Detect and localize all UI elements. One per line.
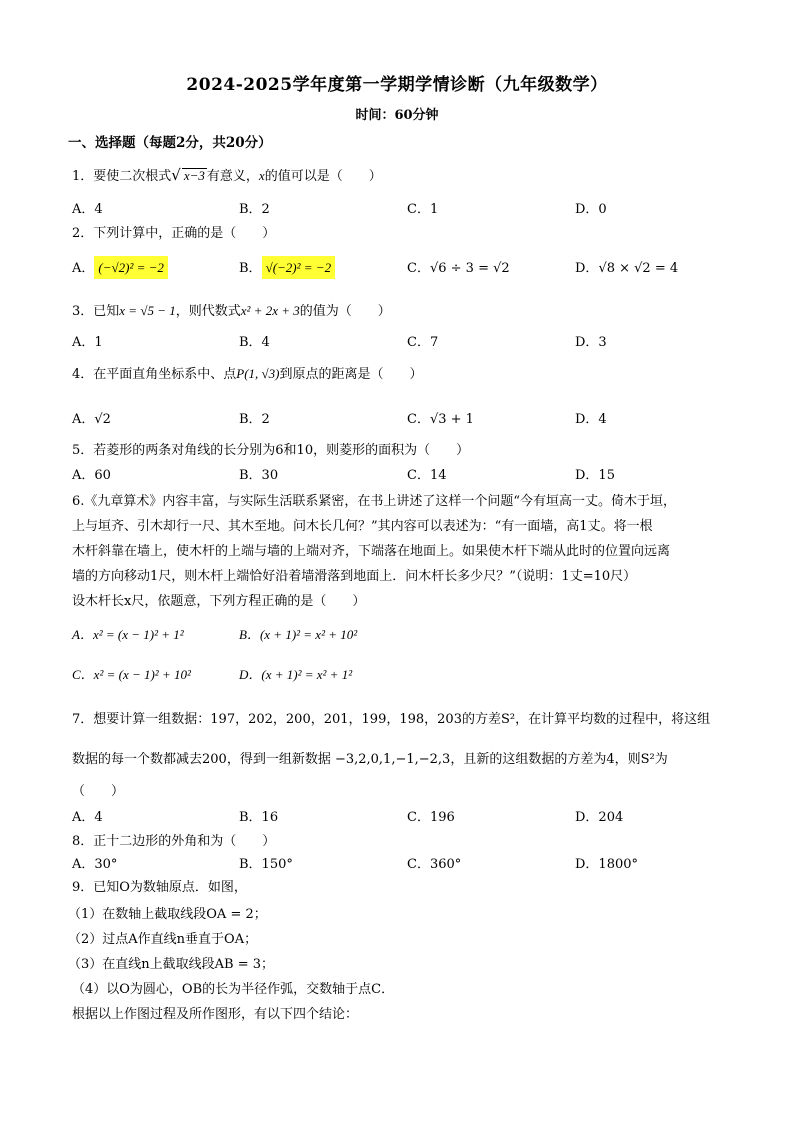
question-6-line-3: 木杆斜靠在墙上，使木杆的上端与墙的上端对齐，下端落在地面上。如果使木杆下端从此时的位置向远离 [72, 544, 671, 559]
exam-time: 时间：60分钟 [355, 108, 439, 123]
exam-title: 2024-2025学年度第一学期学情诊断（九年级数学） [186, 75, 608, 95]
question-7-line-2: 数据的每一个数都减去200，得到一组新数据 −3,2,0,1,−1,−2,3，且新的这组数据的方差为4，则S²为 [72, 752, 668, 767]
q1-option-d: D．0 [575, 202, 607, 217]
question-6-line-1: 6.《九章算术》内容丰富，与实际生活联系紧密，在书上讲述了这样一个问题“今有垣高一丈。倚木于垣， [72, 494, 677, 509]
question-7-line-3: （ ） [72, 784, 125, 799]
q7-option-a: A．4 [72, 810, 103, 825]
question-5-stem: 5．若菱形的两条对角线的长分别为6和10，则菱形的面积为（ ） [72, 443, 470, 458]
question-9-conclusion-intro: 根据以上作图过程及所作图形，有以下四个结论： [72, 1007, 359, 1022]
q5-option-d: D．15 [575, 468, 615, 483]
q3-option-a: A．1 [72, 335, 103, 350]
question-9-step-1: （1）在数轴上截取线段OA = 2； [68, 907, 267, 922]
q5-option-a: A．60 [72, 468, 111, 483]
q7-option-d: D．204 [575, 810, 624, 825]
q1-option-b: B．2 [239, 202, 270, 217]
q1-option-c: C．1 [407, 202, 439, 217]
q2-option-a: A． (−√2)² = −2 [72, 257, 168, 276]
q8-option-d: D．1800° [575, 857, 639, 872]
q6-option-d: D．(x + 1)² = x² + 1² [239, 667, 353, 682]
q3-option-d: D．3 [575, 335, 607, 350]
q5-option-c: C．14 [407, 468, 447, 483]
question-9-step-3: （3）在直线n上截取线段AB = 3； [68, 957, 275, 972]
question-3-stem: 3．已知x = √5 − 1，则代数式x² + 2x + 3的值为（ ） [72, 303, 391, 319]
question-8-stem: 8．正十二边形的外角和为（ ） [72, 834, 276, 849]
q8-option-a: A．30° [72, 857, 118, 872]
q2-option-c: C．√6 ÷ 3 = √2 [407, 261, 510, 276]
q6-option-c: C．x² = (x − 1)² + 10² [72, 667, 191, 682]
q6-option-b: B．(x + 1)² = x² + 10² [239, 627, 358, 642]
q8-option-c: C．360° [407, 857, 462, 872]
q8-option-b: B．150° [239, 857, 293, 872]
question-9-line-1: 9．已知O为数轴原点．如图， [72, 880, 247, 895]
q3-option-c: C．7 [407, 335, 439, 350]
question-2-stem: 2．下列计算中，正确的是（ ） [72, 226, 276, 241]
q1-option-a: A．4 [72, 202, 103, 217]
q2-option-b-formula: √(−2)² = −2 [262, 256, 336, 279]
q2-option-d: D．√8 × √2 = 4 [575, 261, 679, 276]
q3-option-b: B．4 [239, 335, 270, 350]
question-6-line-2: 上与垣齐、引木却行一尺、其木至地。问木长几何？”其内容可以表述为：“有一面墙，高1丈。将一根 [72, 519, 653, 534]
question-6-line-5: 设木杆长x尺，依题意，下列方程正确的是（ ） [72, 594, 366, 609]
q4-option-c: C．√3 + 1 [407, 412, 474, 427]
section-heading: 一、选择题（每题2分，共20分） [68, 135, 272, 151]
question-6-line-4: 墙的方向移动1尺，则木杆上端恰好沿着墙滑落到地面上．问木杆长多少尺？”（说明：1丈=10尺） [72, 569, 637, 584]
question-1-stem: 1．要使二次根式√ x−3 有意义，x的值可以是（ ） [72, 166, 382, 184]
q2-option-b: B． √(−2)² = −2 [239, 257, 335, 276]
q2-option-a-formula: (−√2)² = −2 [94, 256, 168, 279]
q7-option-b: B．16 [239, 810, 279, 825]
q4-option-a: A．√2 [72, 412, 111, 427]
q6-option-a: A．x² = (x − 1)² + 1² [72, 627, 184, 642]
q4-option-d: D．4 [575, 412, 607, 427]
question-7-line-1: 7．想要计算一组数据：197，202，200，201，199，198，203的方差S²，在计算平均数的过程中，将这组 [72, 712, 711, 727]
question-4-stem: 4．在平面直角坐标系中、点P(1, √3)到原点的距离是（ ） [72, 366, 423, 382]
q4-option-b: B．2 [239, 412, 270, 427]
question-9-step-4: （4）以O为圆心，OB的长为半径作弧，交数轴于点C． [72, 982, 395, 997]
question-9-step-2: （2）过点A作直线n垂直于OA； [68, 932, 258, 947]
q5-option-b: B．30 [239, 468, 279, 483]
q7-option-c: C．196 [407, 810, 455, 825]
